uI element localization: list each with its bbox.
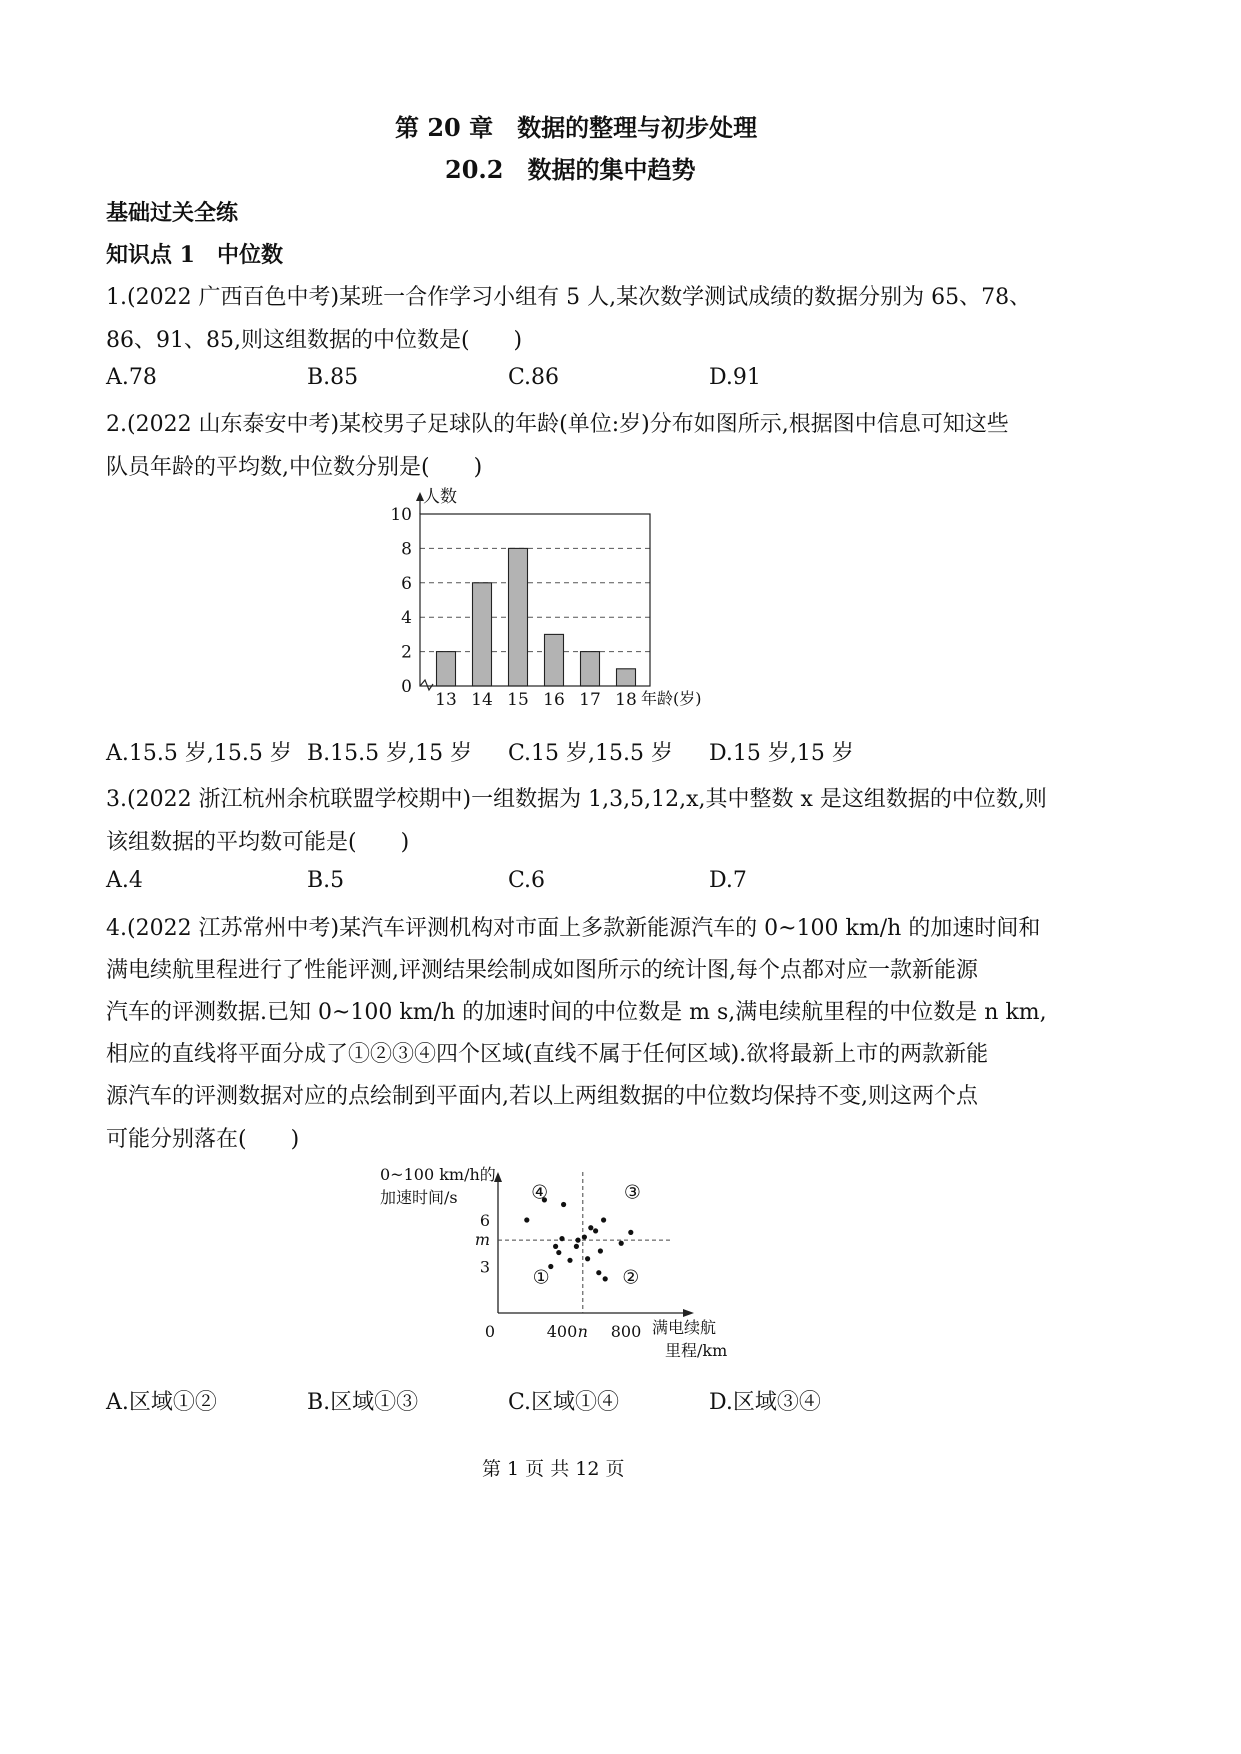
question-3-option-c[interactable]: C.6 xyxy=(508,868,546,893)
scatter-ylabel-line2: 加速时间/s xyxy=(380,1188,458,1207)
question-2-line-1: 2.(2022 山东泰安中考)某校男子足球队的年龄(单位:岁)分布如图所示,根据图中信息可知这些 xyxy=(106,412,1009,437)
scatter-point xyxy=(574,1244,579,1249)
bar-chart-grid xyxy=(420,548,650,651)
bar-chart-xtick: 16 xyxy=(543,690,565,710)
scatter-ylabel-line1: 0~100 km/h的 xyxy=(380,1165,496,1184)
question-3-line-2: 该组数据的平均数可能是( ) xyxy=(106,830,410,855)
question-2-option-b[interactable]: B.15.5 岁,15 岁 xyxy=(307,741,473,766)
scatter-region-labels xyxy=(531,1181,641,1288)
question-3-line-1: 3.(2022 浙江杭州余杭联盟学校期中)一组数据为 1,3,5,12,x,其中整数 x 是这组数据的中位数,则 xyxy=(106,787,1047,812)
question-2-option-a[interactable]: A.15.5 岁,15.5 岁 xyxy=(106,741,292,766)
scatter-point xyxy=(567,1258,572,1263)
scatter-point xyxy=(603,1276,608,1281)
question-1-option-d[interactable]: D.91 xyxy=(709,365,761,390)
bar-16 xyxy=(545,634,564,686)
bar-chart-xlabel: 年龄(岁) xyxy=(641,689,702,708)
question-1-line-2: 86、91、85,则这组数据的中位数是( ) xyxy=(106,328,523,353)
chapter-title: 第 20 章 数据的整理与初步处理 xyxy=(395,113,758,142)
question-1-line-1: 1.(2022 广西百色中考)某班一合作学习小组有 5 人,某次数学测试成绩的数据分别为 65、78、 xyxy=(106,285,1032,310)
scatter-point xyxy=(593,1228,598,1233)
scatter-m-label: m xyxy=(474,1230,490,1250)
bar-chart-xtick: 14 xyxy=(471,690,493,710)
question-4-option-b[interactable]: B.区域①③ xyxy=(307,1390,419,1415)
question-2-option-c[interactable]: C.15 岁,15.5 岁 xyxy=(508,741,674,766)
question-4-line-4: 相应的直线将平面分成了①②③④四个区域(直线不属于任何区域).欲将最新上市的两款新能 xyxy=(106,1042,989,1067)
knowledge-point-heading: 知识点 1 中位数 xyxy=(106,242,283,268)
question-2-line-2: 队员年龄的平均数,中位数分别是( ) xyxy=(106,455,483,480)
bar-chart-axis-break xyxy=(420,680,433,690)
bar-chart-ytick: 4 xyxy=(401,608,412,629)
scatter-point xyxy=(601,1217,606,1222)
bar-13 xyxy=(437,652,456,686)
bar-chart-ytick: 2 xyxy=(401,642,412,663)
scatter-ytick: 6 xyxy=(479,1211,490,1230)
question-4-option-a[interactable]: A.区域①② xyxy=(106,1390,217,1415)
scatter-xaxis-arrow xyxy=(683,1309,694,1317)
scatter-origin-label: 0 xyxy=(484,1322,496,1341)
bar-chart-ytick: 6 xyxy=(401,573,412,594)
scatter-point xyxy=(559,1236,564,1241)
scatter-point xyxy=(524,1217,529,1222)
bar-15 xyxy=(509,548,528,686)
question-4-line-5: 源汽车的评测数据对应的点绘制到平面内,若以上两组数据的中位数均保持不变,则这两个点 xyxy=(106,1084,978,1109)
bar-chart-xtick: 15 xyxy=(507,690,529,710)
bar-18 xyxy=(617,669,636,686)
scatter-xtick: 800 xyxy=(610,1322,642,1341)
scatter-ytick: 3 xyxy=(479,1257,490,1277)
page-footer: 第 1 页 共 12 页 xyxy=(482,1458,625,1480)
age-bar-chart xyxy=(390,484,730,720)
question-3-option-d[interactable]: D.7 xyxy=(709,868,747,893)
question-2-option-d[interactable]: D.15 岁,15 岁 xyxy=(709,741,854,766)
scatter-point xyxy=(596,1270,601,1275)
scatter-n-label: n xyxy=(577,1322,588,1341)
scatter-point xyxy=(561,1202,566,1207)
question-4-option-d[interactable]: D.区域③④ xyxy=(709,1390,821,1415)
question-1-option-c[interactable]: C.86 xyxy=(508,365,560,390)
question-1-option-a[interactable]: A.78 xyxy=(106,365,157,390)
question-4-line-3: 汽车的评测数据.已知 0~100 km/h 的加速时间的中位数是 m s,满电续航里程的中位数是 n km, xyxy=(106,1000,1047,1025)
bar-chart-ytick: 10 xyxy=(390,505,412,525)
scatter-point xyxy=(588,1225,593,1230)
bar-chart-xtick: 13 xyxy=(435,690,457,710)
scatter-region-label: ③ xyxy=(623,1181,641,1204)
scatter-point xyxy=(556,1250,561,1255)
scatter-median-lines xyxy=(498,1172,670,1313)
question-4-line-6: 可能分别落在( ) xyxy=(106,1127,300,1152)
scatter-point xyxy=(553,1244,558,1249)
ev-scatter-chart xyxy=(370,1160,750,1380)
bar-chart-ytick: 0 xyxy=(401,677,412,697)
scatter-xlabel-line1: 满电续航 xyxy=(652,1318,717,1337)
bar-chart-xtick: 18 xyxy=(615,690,637,710)
bar-chart-xtick: 17 xyxy=(579,690,601,710)
question-4-option-c[interactable]: C.区域①④ xyxy=(508,1390,620,1415)
scatter-point xyxy=(619,1241,624,1246)
scatter-region-label: ① xyxy=(532,1266,550,1289)
scatter-region-label: ② xyxy=(622,1266,640,1289)
scatter-point xyxy=(582,1234,587,1239)
scatter-region-label: ④ xyxy=(531,1181,549,1204)
question-1-option-b[interactable]: B.85 xyxy=(307,365,359,390)
scatter-point xyxy=(585,1256,590,1261)
question-3-option-b[interactable]: B.5 xyxy=(307,868,345,893)
bar-17 xyxy=(581,652,600,686)
bar-14 xyxy=(473,583,492,686)
bar-chart-ytick: 8 xyxy=(401,539,412,560)
question-4-line-1: 4.(2022 江苏常州中考)某汽车评测机构对市面上多款新能源汽车的 0~100 km/h 的加速时间和 xyxy=(106,916,1041,941)
question-3-option-a[interactable]: A.4 xyxy=(106,868,143,893)
scatter-xlabel-line2: 里程/km xyxy=(665,1341,728,1360)
bar-chart-ylabel: 人数 xyxy=(423,487,457,507)
scatter-tick-labels xyxy=(475,1211,641,1341)
scatter-axes xyxy=(494,1172,694,1317)
scatter-xtick: 400 xyxy=(546,1322,578,1341)
section-title: 20.2 数据的集中趋势 xyxy=(445,155,696,184)
scatter-point xyxy=(575,1238,580,1243)
part-heading: 基础过关全练 xyxy=(106,200,239,226)
scatter-point xyxy=(628,1230,633,1235)
question-4-line-2: 满电续航里程进行了性能评测,评测结果绘制成如图所示的统计图,每个点都对应一款新能源 xyxy=(106,958,978,983)
scatter-point xyxy=(598,1248,603,1253)
